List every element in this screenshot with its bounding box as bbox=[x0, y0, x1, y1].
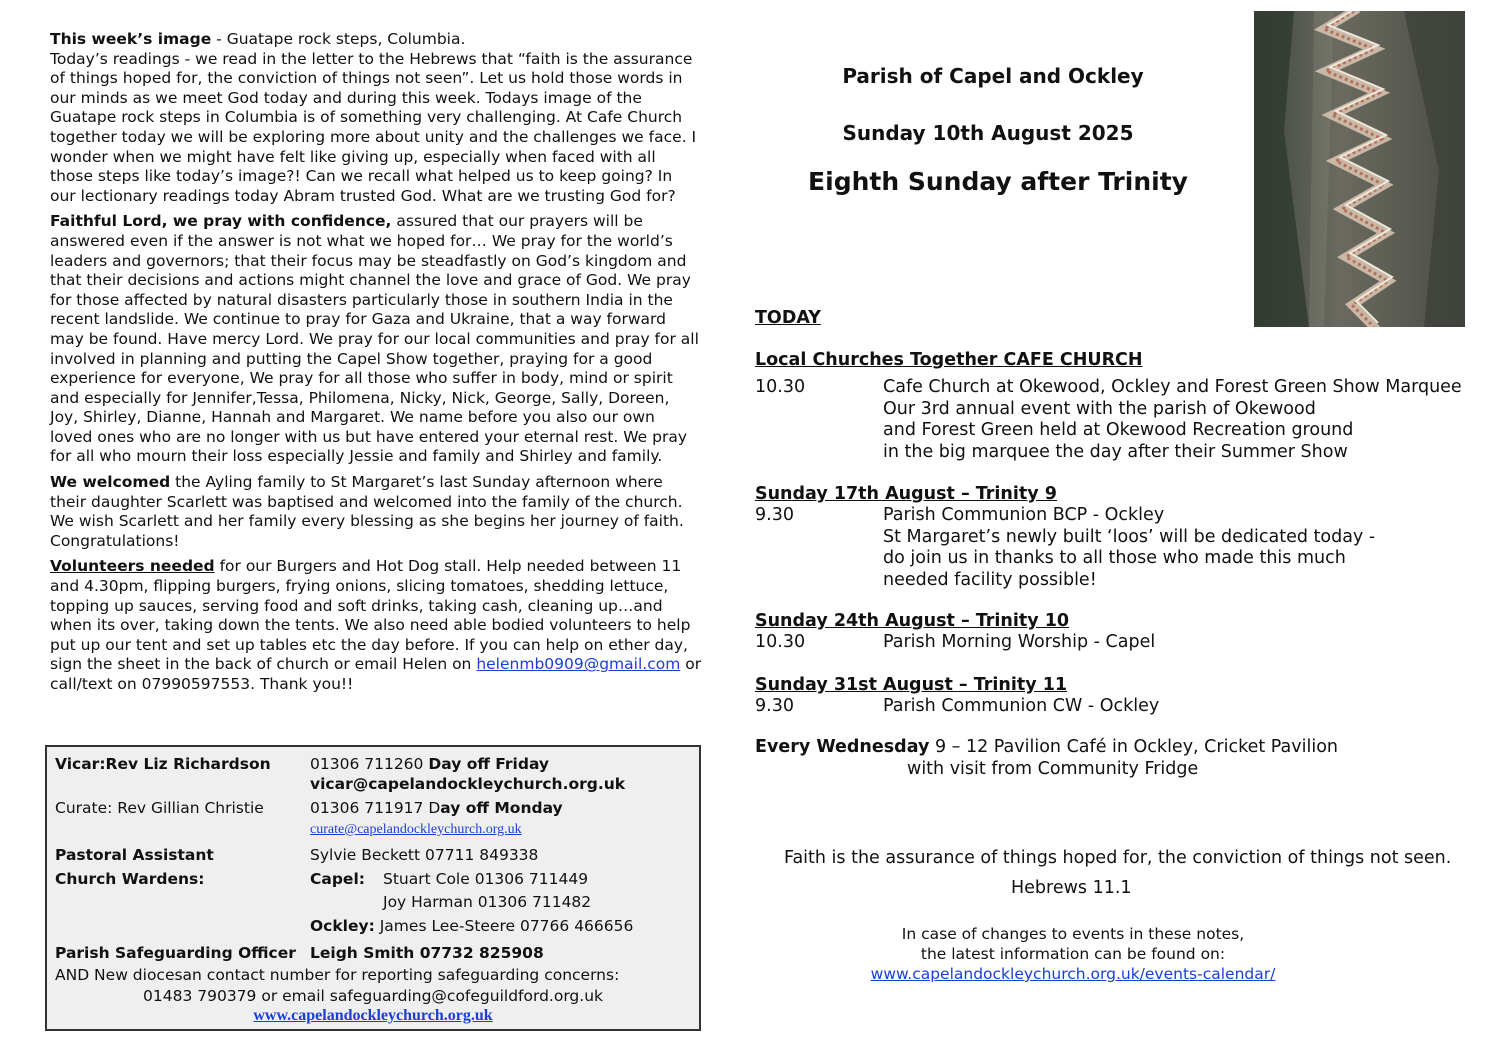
s17-line-1: Parish Communion BCP - Ockley bbox=[883, 505, 1165, 525]
occasion-title: Eighth Sunday after Trinity bbox=[808, 167, 1188, 196]
lct-line-4: in the big marquee the day after their Summer Show bbox=[883, 441, 1348, 462]
safeguard-label: Parish Safeguarding Officer bbox=[55, 944, 296, 962]
s17-line-3: do join us in thanks to all those who made this much bbox=[883, 548, 1346, 568]
parish-title: Parish of Capel and Ockley bbox=[842, 64, 1144, 88]
lct-line-1: Cafe Church at Okewood, Ockley and Forest Green Show Marquee bbox=[883, 377, 1462, 397]
lct-heading: Local Churches Together CAFE CHURCH bbox=[755, 350, 1143, 370]
curate-label: Curate: Rev Gillian Christie bbox=[55, 799, 264, 817]
safeguard-value: Leigh Smith 07732 825908 bbox=[310, 944, 544, 962]
changes-line-1: In case of changes to events in these notes, bbox=[901, 925, 1245, 943]
curate-phone-line bbox=[310, 799, 563, 817]
prayer-text: assured that our prayers will be answered even if the answer is not what we hoped for… We pray for the world’s leaders and governors; that their focus may be steadfastly on God’s kingdom and that their decisions and actions might channel the love and grace of God. We pray for those affected by natural disasters particularly those in southern India in the recent landslide. We continue to pray for Gaza and Ukraine, that a way forward may be found. Have mercy Lord. We pray for our local communities and pray for all involved in planning and putting the Capel Show together, praying for a good experience for everyone, We pray for all those who suffer in body, mind or spirit and especially for Jennifer,Tessa, Philomena, Nicky, Nick, George, Sally, Doreen, Joy, Shirley, Dianne, Hannah and Margaret. We name before you also our own loved ones who are no longer with us but have entered your eternal rest. We pray for all who mourn their loss especially Jessie and family and Shirley and family. bbox=[50, 212, 699, 466]
helen-email-link[interactable]: helenmb0909@gmail.com bbox=[476, 655, 681, 674]
curate-dayoff: ay off Monday bbox=[440, 799, 563, 817]
s31-entry bbox=[755, 696, 1475, 718]
s31-time: 9.30 bbox=[755, 696, 794, 716]
service-date: Sunday 10th August 2025 bbox=[842, 121, 1134, 145]
s17-line-4: needed facility possible! bbox=[883, 569, 1097, 590]
events-calendar-link[interactable]: www.capelandockleychurch.org.uk/events-calendar/ bbox=[870, 965, 1276, 983]
lct-time: 10.30 bbox=[755, 377, 806, 397]
readings-text: Today’s readings - we read in the letter to the Hebrews that “faith is the assurance of things hoped for, the conviction of things not seen”. Let us hold those words in our minds as we meet God today and during this week. Todays image of the Guatape rock steps in Columbia is of something very challenging. At Cafe Church together today we will be exploring more about unity and the challenges we face. I wonder when we might have felt like giving up, especially when faced with all those steps like today’s image?! Can we recall what helped us to keep going? In our lectionary readings today Abram trusted God. What are we trusting God for? bbox=[50, 49, 697, 205]
wednesday-line-2: with visit from Community Fridge bbox=[907, 759, 1199, 779]
ockley-warden: James Lee-Steere 07766 466656 bbox=[374, 917, 634, 935]
welcome-text: the Ayling family to St Margaret’s last Sunday afternoon where their daughter Scarlett was baptised and welcomed into the family of the church. We wish Scarlett and her family every blessing as she begins her journey of faith. Congratulations! bbox=[50, 473, 684, 550]
faith-quote: Faith is the assurance of things hoped for, the conviction of things not seen. bbox=[784, 848, 1452, 868]
rock-steps-illustration bbox=[1254, 11, 1465, 327]
volunteers-paragraph bbox=[50, 557, 702, 694]
prayer-paragraph bbox=[50, 212, 702, 467]
wednesday-label: Every Wednesday bbox=[755, 737, 930, 757]
ockley-label: Ockley: bbox=[310, 917, 375, 935]
volunteers-tail: or call/text on 07990597553. Thank you!! bbox=[50, 655, 702, 693]
vicar-dayoff: Day off Friday bbox=[428, 755, 550, 773]
s24-time: 10.30 bbox=[755, 632, 806, 652]
s24-entry bbox=[755, 632, 1475, 654]
volunteers-label: Volunteers needed bbox=[50, 557, 215, 576]
s17-heading: Sunday 17th August – Trinity 9 bbox=[755, 484, 1057, 504]
diocesan-line-2: 01483 790379 or email safeguarding@cofeguildford.org.uk bbox=[143, 987, 603, 1005]
s24-line: Parish Morning Worship - Capel bbox=[883, 632, 1156, 652]
image-caption: - Guatape rock steps, Columbia. bbox=[211, 30, 466, 48]
curate-email-link[interactable]: curate@capelandockleychurch.org.uk bbox=[310, 822, 522, 837]
changes-note bbox=[840, 924, 1306, 984]
image-paragraph bbox=[50, 30, 702, 206]
s31-heading: Sunday 31st August – Trinity 11 bbox=[755, 675, 1068, 695]
s17-line-2: St Margaret’s newly built ‘loos’ will be dedicated today - bbox=[883, 526, 1376, 547]
prayer-label: Faithful Lord, we pray with confidence, bbox=[50, 212, 392, 231]
changes-line-2: the latest information can be found on: bbox=[920, 945, 1226, 963]
wednesday-entry bbox=[755, 737, 1338, 759]
volunteers-text: for our Burgers and Hot Dog stall. Help needed between 11 and 4.30pm, flipping burgers, frying onions, slicing tomatoes, shedding lettuce, topping up sauces, serving food and soft drinks, taking cash, cleaning up…and when its over, taking down the tents. We also need able bodied volunteers to help put up our tent and set up tables etc the day before. If you can help on ether day, sign the sheet in the back of church or email Helen on bbox=[50, 557, 691, 674]
vicar-email[interactable]: vicar@capelandockleychurch.org.uk bbox=[310, 775, 626, 793]
diocesan-line-1: AND New diocesan contact number for reporting safeguarding concerns: bbox=[55, 966, 620, 984]
s24-heading: Sunday 24th August – Trinity 10 bbox=[755, 611, 1070, 631]
guatape-steps-image bbox=[1254, 11, 1465, 327]
pastoral-label: Pastoral Assistant bbox=[55, 846, 214, 864]
wednesday-text: 9 – 12 Pavilion Café in Ockley, Cricket Pavilion bbox=[929, 737, 1339, 757]
capel-warden-1: Stuart Cole 01306 711449 bbox=[383, 870, 589, 888]
vicar-phone-line bbox=[310, 755, 549, 773]
left-column bbox=[50, 30, 702, 701]
lct-entry bbox=[755, 377, 1475, 467]
s17-entry bbox=[755, 505, 1475, 595]
curate-phone: 01306 711917 D bbox=[310, 799, 441, 817]
quote-citation: Hebrews 11.1 bbox=[1011, 878, 1132, 898]
s31-line: Parish Communion CW - Ockley bbox=[883, 696, 1160, 716]
pastoral-value: Sylvie Beckett 07711 849338 bbox=[310, 846, 539, 864]
website-link[interactable]: www.capelandockleychurch.org.uk bbox=[253, 1007, 493, 1024]
ockley-line bbox=[310, 917, 633, 935]
welcome-paragraph bbox=[50, 473, 702, 551]
capel-warden-2: Joy Harman 01306 711482 bbox=[383, 893, 592, 911]
welcome-label: We welcomed bbox=[50, 473, 171, 492]
lct-line-3: and Forest Green held at Okewood Recreation ground bbox=[883, 420, 1354, 440]
image-label: This week’s image bbox=[50, 30, 212, 48]
today-label: TODAY bbox=[755, 308, 821, 328]
s17-time: 9.30 bbox=[755, 505, 794, 525]
contact-box bbox=[45, 745, 701, 1031]
lct-line-2: Our 3rd annual event with the parish of Okewood bbox=[883, 398, 1316, 419]
today-heading bbox=[755, 308, 821, 330]
vicar-phone: 01306 711260 bbox=[310, 755, 429, 773]
wardens-label: Church Wardens: bbox=[55, 870, 205, 888]
vicar-label: Vicar:Rev Liz Richardson bbox=[55, 755, 271, 773]
capel-label: Capel: bbox=[310, 870, 365, 888]
